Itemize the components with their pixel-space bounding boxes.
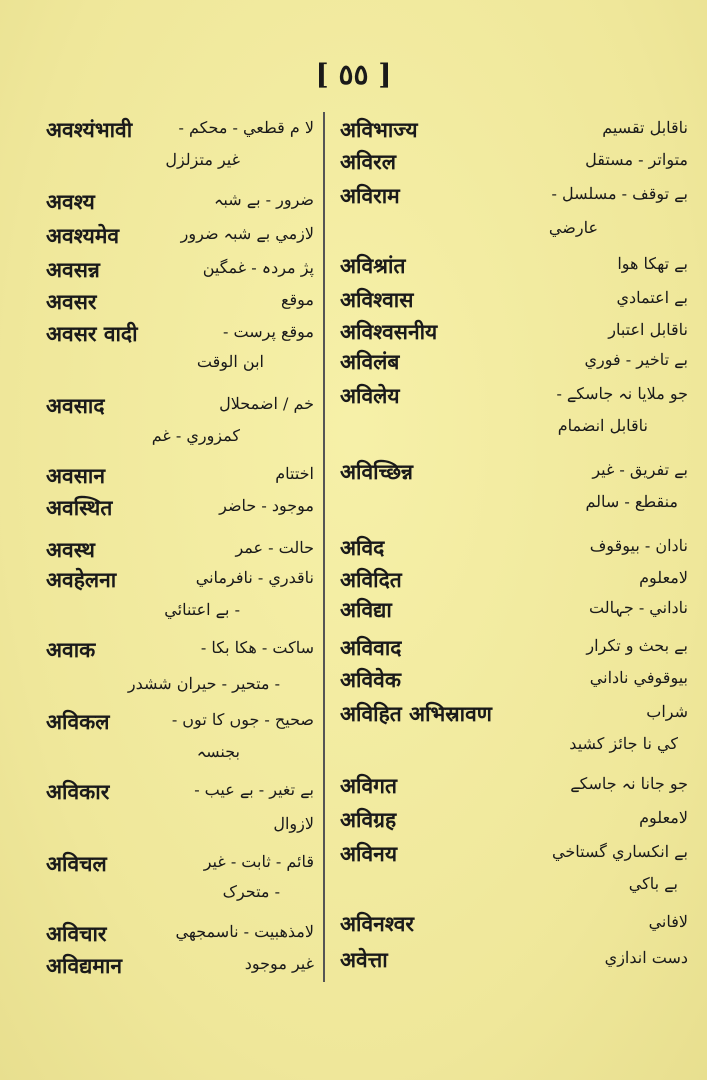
headword: अविवेक bbox=[340, 667, 401, 692]
urdu-gloss: صحيح - جوں کا توں - bbox=[171, 710, 314, 729]
urdu-gloss-continuation: غير متزلزل bbox=[165, 150, 240, 169]
urdu-gloss-continuation: لازوال bbox=[273, 814, 314, 833]
urdu-gloss-continuation: بجنسہ bbox=[196, 742, 240, 761]
headword: अविकार bbox=[46, 779, 110, 804]
headword: अवसान bbox=[46, 463, 106, 488]
urdu-gloss: جو ملايا نہ جاسکے - bbox=[556, 384, 688, 403]
urdu-gloss: ناقابل اعتبار bbox=[608, 320, 688, 339]
headword: अविलेय bbox=[340, 383, 400, 408]
headword: अवेत्ता bbox=[340, 947, 388, 972]
urdu-gloss: دست اندازي bbox=[604, 948, 688, 967]
headword: अविराम bbox=[340, 183, 400, 208]
urdu-gloss: بے توقف - مسلسل - bbox=[551, 184, 688, 203]
urdu-gloss: لامعلوم bbox=[639, 568, 688, 587]
urdu-gloss-continuation: منقطع - سالم bbox=[585, 492, 678, 511]
urdu-gloss: موجود - حاضر bbox=[219, 496, 314, 515]
headword: अवसर bbox=[46, 289, 97, 314]
headword: अवश्य bbox=[46, 189, 95, 214]
urdu-gloss: لازمي بے شبہ ضرور bbox=[180, 224, 314, 243]
headword: अविचार bbox=[46, 921, 107, 946]
headword: अवश्यमेव bbox=[46, 223, 120, 248]
urdu-gloss-continuation: کي نا جائز کشيد bbox=[569, 734, 678, 753]
headword: अविद bbox=[340, 535, 385, 560]
headword: अविगत bbox=[340, 773, 397, 798]
urdu-gloss-continuation: - متحرک bbox=[222, 882, 280, 901]
headword: अविश्वास bbox=[340, 287, 414, 312]
urdu-gloss: خم / اضمحلال bbox=[219, 394, 314, 413]
headword: अविदित bbox=[340, 567, 402, 592]
headword: अवश्यंभावी bbox=[46, 117, 133, 142]
urdu-gloss: بے تغير - بے عيب - bbox=[194, 780, 314, 799]
urdu-gloss: ناقدري - نافرماني bbox=[195, 568, 314, 587]
urdu-gloss: نادان - بيوقوف bbox=[589, 536, 688, 555]
urdu-gloss: ناداني - جہالت bbox=[589, 598, 688, 617]
urdu-gloss: پژ مردہ - غمگين bbox=[202, 258, 314, 277]
urdu-gloss-continuation: ابن الوقت bbox=[196, 352, 264, 371]
urdu-gloss: ساکت - ھکا بکا - bbox=[200, 638, 314, 657]
urdu-gloss: ضرور - بے شبہ bbox=[214, 190, 314, 209]
headword: अविद्यमान bbox=[46, 953, 123, 978]
urdu-gloss: موقع bbox=[281, 290, 314, 309]
headword: अविहित अभिस्रावण bbox=[340, 701, 492, 726]
headword: अविश्रांत bbox=[340, 253, 406, 278]
column-divider bbox=[323, 112, 325, 982]
urdu-gloss-continuation: ناقابل انضمام bbox=[557, 416, 648, 435]
urdu-gloss: حالت - عمر bbox=[235, 538, 314, 557]
headword: अविच्छिन्न bbox=[340, 459, 414, 484]
headword: अवसर वादी bbox=[46, 321, 138, 346]
headword: अवाक bbox=[46, 637, 96, 662]
headword: अवसन्न bbox=[46, 257, 100, 282]
urdu-gloss-continuation: - متحير - حيران ششدر bbox=[127, 674, 280, 693]
urdu-gloss: بے تاخير - فوري bbox=[584, 350, 688, 369]
urdu-gloss: موقع پرست - bbox=[223, 322, 314, 341]
urdu-gloss: بے اعتمادي bbox=[616, 288, 688, 307]
urdu-gloss: بے تھکا ھوا bbox=[617, 254, 688, 273]
urdu-gloss: غير موجود bbox=[244, 954, 314, 973]
headword: अवसाद bbox=[46, 393, 105, 418]
urdu-gloss: بيوقوفي ناداني bbox=[589, 668, 688, 687]
headword: अवहेलना bbox=[46, 567, 117, 592]
urdu-gloss-continuation: کمزوري - غم bbox=[151, 426, 240, 445]
headword: अवस्थ bbox=[46, 537, 95, 562]
headword: अविभाज्य bbox=[340, 117, 418, 142]
urdu-gloss: بے تفريق - غير bbox=[592, 460, 688, 479]
urdu-gloss: ناقابل تقسيم bbox=[602, 118, 688, 137]
urdu-gloss: اختتام bbox=[275, 464, 314, 483]
headword: अविग्रह bbox=[340, 807, 397, 832]
urdu-gloss: لامذھبيت - ناسمجھي bbox=[175, 922, 314, 941]
headword: अवस्थित bbox=[46, 495, 113, 520]
urdu-gloss: لافاني bbox=[648, 912, 688, 931]
headword: अविवाद bbox=[340, 635, 402, 660]
page-number: [ ٥٥ ] bbox=[315, 58, 392, 91]
headword: अविचल bbox=[46, 851, 107, 876]
urdu-gloss: لامعلوم bbox=[639, 808, 688, 827]
headword: अविश्वसनीय bbox=[340, 319, 438, 344]
urdu-gloss: قائم - ثابت - غير bbox=[203, 852, 314, 871]
urdu-gloss-continuation: - بے اعتنائي bbox=[164, 600, 240, 619]
headword: अविरल bbox=[340, 149, 396, 174]
urdu-gloss: متواتر - مستقل bbox=[585, 150, 688, 169]
urdu-gloss: بے بحث و تکرار bbox=[586, 636, 688, 655]
urdu-gloss: لا م قطعي - محکم - bbox=[178, 118, 314, 137]
headword: अविलंब bbox=[340, 349, 400, 374]
urdu-gloss: بے انکساري گستاخي bbox=[552, 842, 688, 861]
headword: अविद्या bbox=[340, 597, 392, 622]
headword: अविकल bbox=[46, 709, 110, 734]
urdu-gloss: جو جانا نہ جاسکے bbox=[570, 774, 688, 793]
urdu-gloss-continuation: بے باکي bbox=[628, 874, 678, 893]
urdu-gloss-continuation: عارضي bbox=[548, 218, 598, 237]
urdu-gloss: شراب bbox=[646, 702, 688, 721]
headword: अविनय bbox=[340, 841, 397, 866]
headword: अविनश्वर bbox=[340, 911, 415, 936]
